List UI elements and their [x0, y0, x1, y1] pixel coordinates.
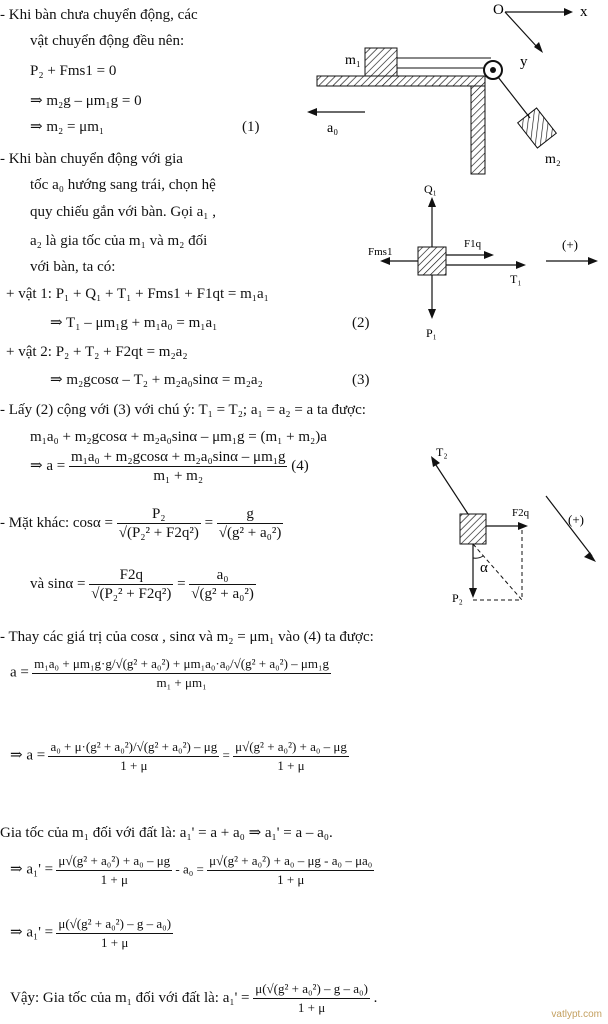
figure-table-pulley	[305, 0, 605, 175]
cos-eq: =	[204, 514, 214, 531]
eq-big-lhs: a =	[10, 664, 29, 681]
subst-line-1: - Thay các giá trị của cosα , sinα và m₂ = μm₁ vào (4) ta được:	[0, 629, 374, 645]
t2-label: T₂	[436, 445, 448, 459]
eq-simplified-num-1: a₀ + μ·(g² + a₀²)/√(g² + a₀²) – μg	[48, 738, 219, 757]
eq-ground-2-num: μ(√(g² + a₀²) – g – a₀)	[56, 915, 173, 934]
combine-line-1: - Lấy (2) cộng với (3) với chú ý: T₁ = T₂; a₁ = a₂ = a ta được:	[0, 402, 366, 418]
eq-4-denominator: m₁ + m₂	[153, 468, 204, 484]
figure-forces-m1	[360, 175, 600, 345]
cos-den-2: √(g² + a₀²)	[218, 525, 282, 541]
eq-ground-1-num-2: μ√(g² + a₀²) + a₀ – μg - a₀ – μa₀	[207, 852, 374, 871]
p2-head	[469, 588, 477, 598]
q1-label: Q₁	[424, 182, 437, 196]
eq-simplified-den-2: 1 + μ	[277, 758, 305, 773]
x-arrow-head	[564, 8, 573, 16]
eq-ground-1-den-2: 1 + μ	[277, 872, 305, 887]
watermark: vatlypt.com	[551, 1009, 602, 1020]
eq-4-lhs: ⇒ a =	[30, 457, 66, 474]
eq-ground-1	[10, 852, 374, 889]
eq-tag-2: (2)	[352, 315, 370, 331]
positive-direction-inclined-head	[584, 552, 596, 562]
y-axis	[505, 12, 538, 48]
f2q-head	[518, 522, 528, 530]
x-axis-label: x	[580, 4, 588, 20]
moving-line-4: a₂ là gia tốc của m₁ và m₂ đối	[30, 233, 208, 249]
cos-den-1: √(P₂² + F2q²)	[118, 525, 199, 541]
cos-fraction-1	[117, 505, 201, 542]
origin-label: O	[493, 2, 504, 18]
q1-head	[428, 197, 436, 207]
combine-line-2: m₁a₀ + m₂gcosα + m₂a₀sinα – μm₁g = (m₁ + m₂)a	[30, 429, 327, 445]
cos-lhs: - Mặt khác: cosα =	[0, 514, 113, 531]
eq-ground-1-lhs: ⇒ a₁' =	[10, 861, 54, 878]
ground-line-1: Gia tốc của m₁ đối với đất là: a₁' = a + a₀ ⇒ a₁' = a – a₀.	[0, 825, 333, 841]
sin-den-2: √(g² + a₀²)	[191, 586, 254, 602]
t1-label: T₁	[510, 272, 522, 286]
positive-direction-label-2: (+)	[568, 512, 584, 527]
block-m1	[365, 48, 397, 76]
f1q-label: F1q	[464, 238, 482, 250]
positive-direction-head	[588, 257, 598, 265]
moving-line-5: với bàn, ta có:	[30, 259, 116, 275]
eq-simplified	[10, 738, 349, 775]
string-inclined	[498, 77, 530, 118]
alpha-label: α	[480, 560, 488, 576]
p2-label: P₂	[452, 591, 463, 605]
figure-forces-m2	[430, 440, 600, 620]
eq-m2: ⇒ m₂ = μm₁	[30, 119, 105, 135]
p1-label: P₁	[426, 326, 437, 340]
table-leg	[471, 86, 485, 174]
eq-big	[10, 655, 331, 692]
block-m1-label: m₁	[345, 53, 361, 68]
sin-num-1: F2q	[89, 566, 173, 585]
eq-final-dot: .	[373, 989, 378, 1006]
eq-4-numerator: m₁a₀ + m₂gcosα + m₂a₀sinα – μm₁g	[70, 449, 286, 465]
cos-fraction-2	[217, 505, 284, 542]
eq-balance: ⇒ m₂g – μm₁g = 0	[30, 93, 142, 109]
eq-final-den: 1 + μ	[297, 1000, 326, 1015]
eq-sin	[30, 566, 256, 603]
fms1-head	[380, 257, 390, 265]
y-arrow-head	[534, 42, 543, 53]
alpha-arc	[473, 556, 483, 558]
sin-num-2: a₀	[189, 566, 256, 585]
moving-line-3: quy chiếu gắn với bàn. Gọi a₁ ,	[30, 204, 217, 220]
pulley-axle	[490, 67, 496, 73]
positive-direction-label: (+)	[562, 237, 578, 252]
eq-ground-2-fraction	[56, 915, 173, 952]
y-axis-label: y	[520, 54, 528, 70]
cos-num-1: P₂	[117, 505, 201, 524]
sin-lhs: và sinα =	[30, 575, 86, 592]
eq-ground-2-den: 1 + μ	[101, 935, 129, 950]
eq-ground-1-num-1: μ√(g² + a₀²) + a₀ – μg	[56, 852, 172, 871]
eq-big-numerator: m₁a₀ + μm₁g·g/√(g² + a₀²) + μm₁a₀·a₀/√(g² + a₀²) – μm₁g	[32, 655, 331, 674]
eq-tag-4: (4)	[291, 457, 309, 474]
eq-final-lhs: Vậy: Gia tốc của m₁ đối với đất là: a₁' =	[10, 989, 250, 1006]
sin-fraction-2	[189, 566, 256, 603]
sin-den-1: √(P₂² + F2q²)	[91, 586, 172, 602]
moving-line-2: tốc a₀ hướng sang trái, chọn hệ	[30, 177, 216, 193]
eq-simplified-fraction-1	[48, 738, 219, 775]
eq-ground-1-fraction-1	[56, 852, 172, 889]
eq-big-denominator: m₁ + μm₁	[156, 675, 207, 690]
t2-arrow	[434, 462, 468, 514]
eq-tag-1: (1)	[242, 119, 260, 135]
f1q-head	[484, 251, 494, 259]
eq-cos	[0, 505, 283, 542]
eq-ground-2-lhs: ⇒ a₁' =	[10, 924, 54, 941]
intro-line-2: vật chuyển động đều nên:	[30, 33, 185, 49]
eq-ground-1-den-1: 1 + μ	[100, 872, 128, 887]
eq-3: ⇒ m₂gcosα – T₂ + m₂a₀sinα = m₂a₂	[50, 372, 263, 388]
eq-body-2: + vật 2: P₂ + T₂ + F2qt = m₂a₂	[6, 344, 188, 360]
a0-arrow-head	[307, 108, 317, 116]
eq-big-fraction	[32, 655, 331, 692]
eq-simplified-lhs: ⇒ a =	[10, 747, 46, 764]
eq-ground-2	[10, 915, 173, 952]
eq-simplified-fraction-2	[233, 738, 349, 775]
t1-head	[516, 261, 526, 269]
eq-final	[10, 980, 377, 1017]
intro-line-1: - Khi bàn chưa chuyển động, các	[0, 7, 198, 23]
eq-4-fraction	[69, 448, 288, 485]
f2q-label: F2q	[512, 507, 530, 519]
a0-label: a₀	[327, 121, 339, 136]
block-m2-label: m₂	[545, 152, 561, 167]
eq-final-num: μ(√(g² + a₀²) – g – a₀)	[253, 980, 370, 999]
eq-simplified-num-2: μ√(g² + a₀²) + a₀ – μg	[233, 738, 349, 757]
eq-2: ⇒ T₁ – μm₁g + m₁a₀ = m₁a₁	[50, 315, 218, 331]
eq-ground-1-mid: - a₀ =	[175, 861, 204, 877]
moving-line-1: - Khi bàn chuyển động với gia	[0, 151, 183, 167]
eq-4	[30, 448, 309, 485]
eq-simplified-den-1: 1 + μ	[120, 758, 148, 773]
eq-tag-3: (3)	[352, 372, 370, 388]
block-m2-fbd	[460, 514, 486, 544]
table-top	[317, 76, 485, 86]
eq-simplified-eq: =	[222, 747, 230, 763]
eq-body-1: + vật 1: P₁ + Q₁ + T₁ + Fms1 + F1qt = m₁a₁	[6, 286, 269, 302]
eq-final-fraction	[253, 980, 370, 1017]
eq-ground-1-fraction-2	[207, 852, 374, 889]
fms1-label: Fms1	[368, 246, 393, 258]
block-m1-fbd	[418, 247, 446, 275]
sin-eq: =	[177, 575, 186, 592]
block-m2	[518, 108, 557, 148]
cos-num-2: g	[217, 505, 284, 524]
eq-equilibrium: P₂ + Fms1 = 0	[30, 63, 117, 79]
p1-head	[428, 309, 436, 319]
sin-fraction-1	[89, 566, 173, 603]
